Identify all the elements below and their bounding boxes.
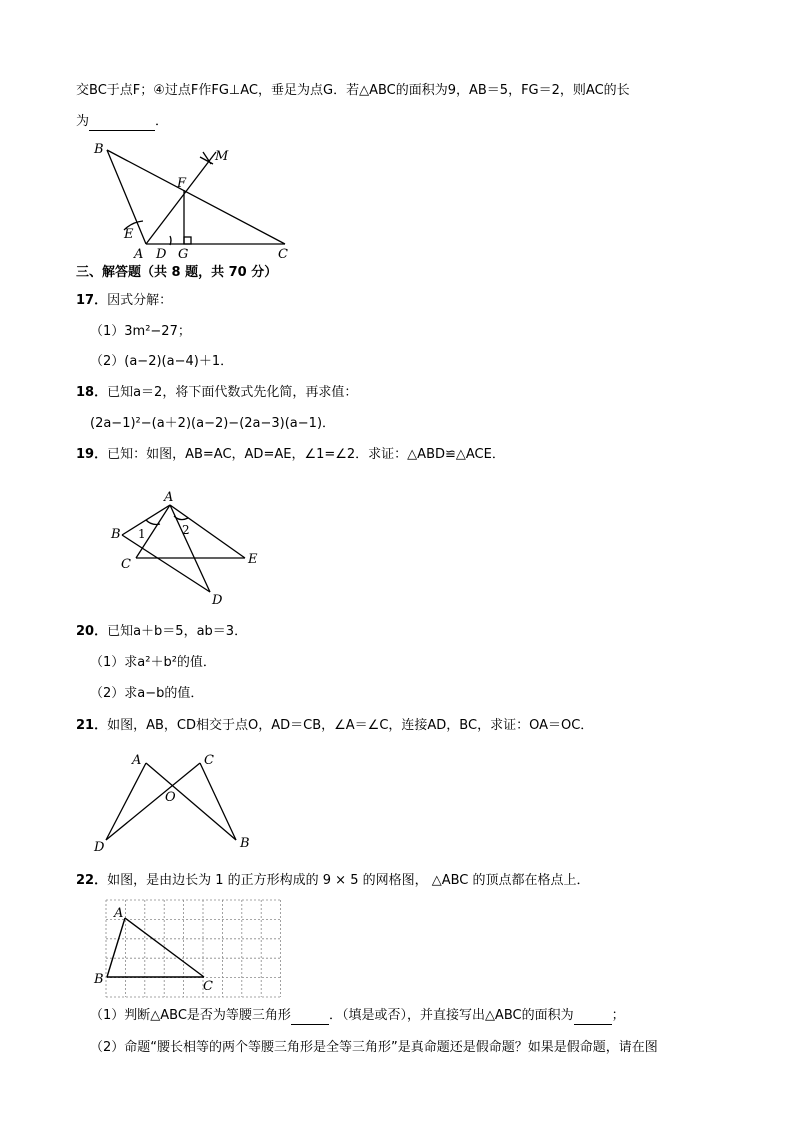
q16-label-d: D <box>156 247 167 262</box>
q22-part1-text-c: ； <box>611 1008 625 1023</box>
q19-number: 19． <box>76 447 108 462</box>
q22-part2: （2）命题“腰长相等的两个等腰三角形是全等三角形”是真命题还是假命题？如果是假命题，请在图 <box>90 1040 658 1055</box>
q16-label-c: C <box>278 247 288 262</box>
q21-label-o: O <box>165 790 176 805</box>
q18-number: 18． <box>76 385 108 400</box>
q22-label-a: A <box>114 906 124 921</box>
q19-label-a: A <box>164 490 174 505</box>
q22-part1-text-a: （1）判断△ABC是否为等腰三角形 <box>90 1008 291 1023</box>
q21-label-c: C <box>204 753 214 768</box>
q16-label-f: F <box>177 176 187 191</box>
q18-text: 已知a＝2，将下面代数式先化简，再求值： <box>107 385 358 400</box>
q17-part2: （2）(a−2)(a−4)＋1． <box>90 354 234 369</box>
q16-text-line1: 交BC于点F；④过点F作FG⊥AC，垂足为点G．若△ABC的面积为9，AB＝5，FG＝2，则AC的长 <box>76 83 630 98</box>
q19-label-d: D <box>212 593 223 608</box>
q21-label-d: D <box>94 840 105 855</box>
q16-suffix: ． <box>155 114 169 129</box>
q16-label-b: B <box>94 142 104 157</box>
q20-number: 20． <box>76 624 108 639</box>
q16-label-e: E <box>124 227 134 242</box>
q20-part2: （2）求a−b的值． <box>90 686 204 701</box>
q21-label-b: B <box>240 836 250 851</box>
q22-segment-ab <box>107 918 125 977</box>
q22-number: 22． <box>76 873 108 888</box>
q16-label-a: A <box>134 247 144 262</box>
q16-label-m: M <box>215 149 229 164</box>
q22-isosceles-blank[interactable] <box>291 1010 329 1025</box>
q19-label-e: E <box>248 552 258 567</box>
q21-number: 21． <box>76 718 108 733</box>
q19-text: 已知：如图，AB=AC，AD=AE，∠1=∠2．求证：△ABD≌△ACE． <box>107 447 505 462</box>
q21-text: 如图，AB，CD相交于点O，AD＝CB，∠A＝∠C，连接AD，BC，求证：OA＝OC． <box>107 718 594 733</box>
section-3-heading: 三、解答题（共 8 题，共 70 分） <box>76 265 278 280</box>
q17-text: 因式分解： <box>107 293 173 308</box>
q22-text: 如图，是由边长为 1 的正方形构成的 9 × 5 的网格图， △ABC 的顶点都在格点上． <box>107 873 590 888</box>
q22-grid <box>106 900 281 997</box>
q22-label-c: C <box>203 979 213 994</box>
q18-expression: (2a−1)²−(a＋2)(a−2)−(2a−3)(a−1)． <box>90 416 336 431</box>
q16-prefix: 为 <box>76 114 90 129</box>
q21-label-a: A <box>132 753 142 768</box>
q22-part1-text-b: ．（填是或否），并直接写出△ABC的面积为 <box>328 1008 574 1023</box>
q20-part1: （1）求a²＋b²的值． <box>90 655 216 670</box>
q19-label-angle-1: 1 <box>138 527 146 541</box>
q17-number: 17． <box>76 293 108 308</box>
q19-label-c: C <box>121 557 131 572</box>
q22-label-b: B <box>94 972 104 987</box>
q17-part1: （1）3m²−27； <box>90 324 191 339</box>
q20-text: 已知a＋b＝5，ab＝3． <box>107 624 248 639</box>
q16-label-g: G <box>178 247 189 262</box>
q19-label-b: B <box>111 527 121 542</box>
q19-label-angle-2: 2 <box>182 523 190 537</box>
q22-part1 <box>90 1007 625 1025</box>
q22-area-blank[interactable] <box>574 1010 612 1025</box>
